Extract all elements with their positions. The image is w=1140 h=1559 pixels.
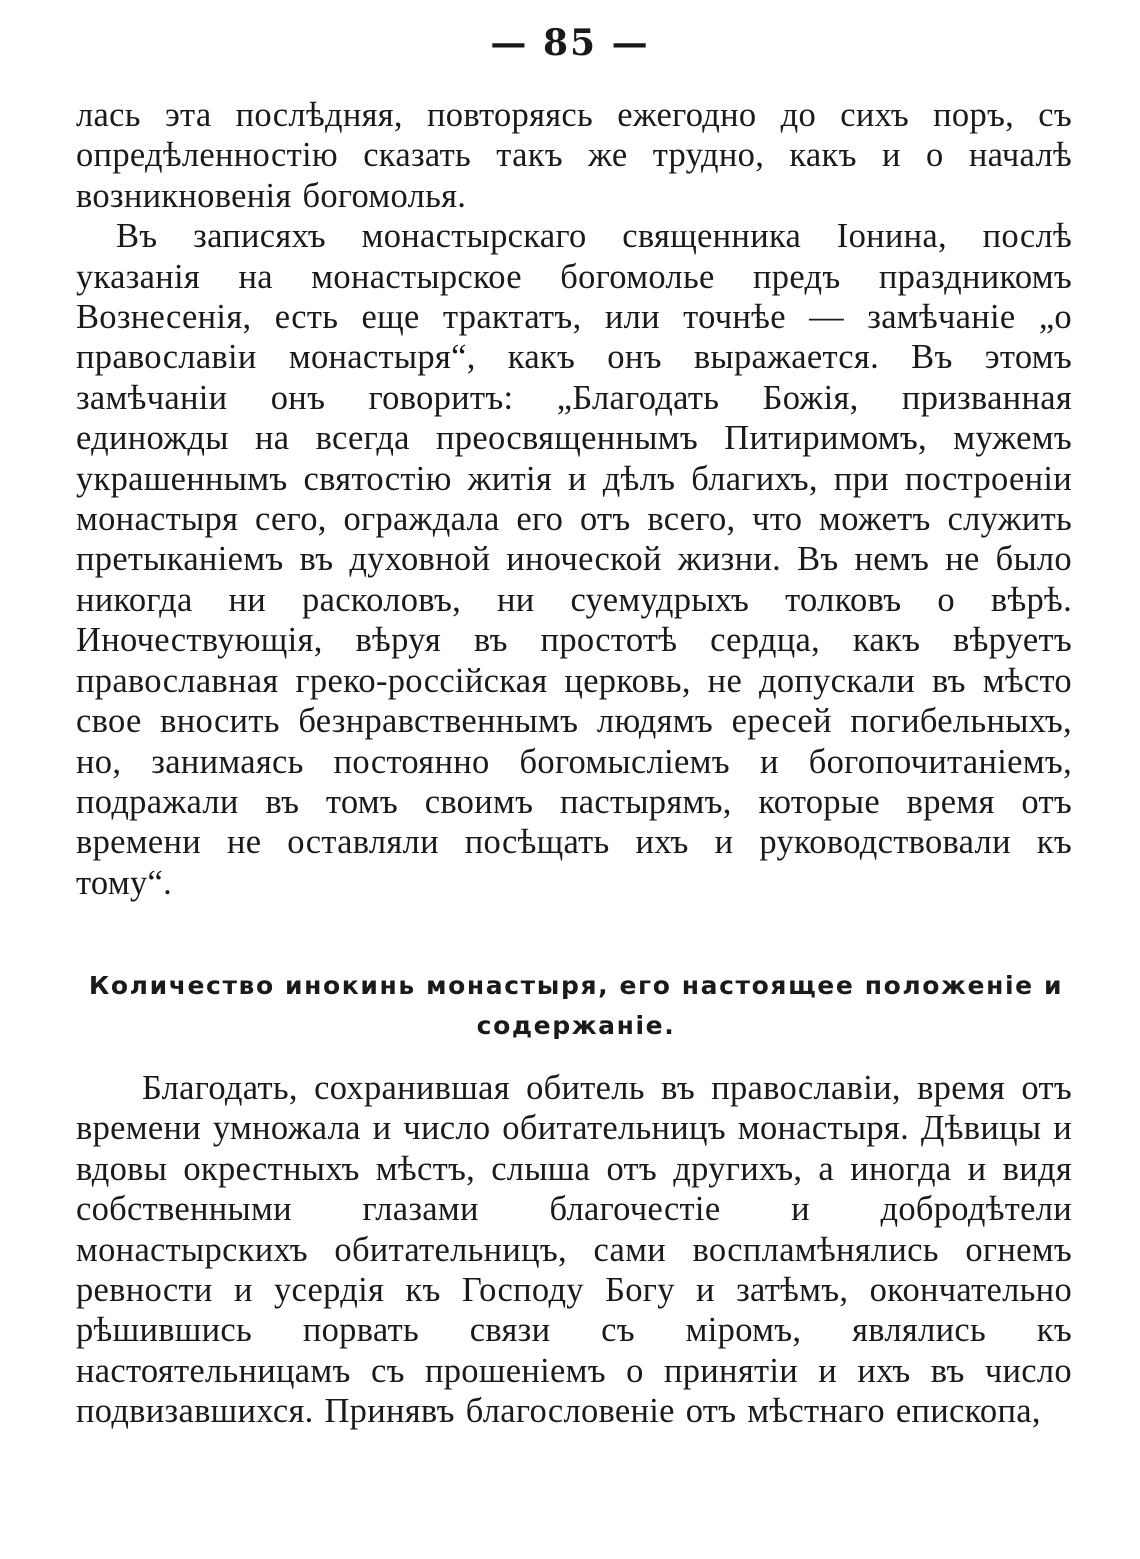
text-block-bottom: [76, 1068, 1072, 1432]
page-number: — 85 —: [490, 22, 650, 64]
paragraph-ionin-record: Въ записяхъ монастырскаго священника Іонина, послѣ указанія на монастырское богомолье предъ праздникомъ Вознесенія, есть еще трактатъ, или точнѣе — замѣчаніе „о православіи монастыря“, какъ онъ выражается. Въ этомъ замѣчаніи онъ говоритъ: „Благодать Божія, призванная единожды на всегда преосвященнымъ Питиримомъ, мужемъ украшеннымъ святостію житія и дѣлъ благихъ, при построеніи монастыря сего, ограждала его отъ всего, что можетъ служить претыканіемъ въ духовной иноческой жизни. Въ немъ не было никогда ни расколовъ, ни суемудрыхъ толковъ о вѣрѣ. Иночествующія, вѣруя въ простотѣ сердца, какъ вѣруетъ православная греко-россійская церковь, не допускали въ мѣсто свое вносить безнравственнымъ людямъ ересей погибельныхъ, но, занимаясь постоянно богомысліемъ и богопочитаніемъ, подражали въ томъ своимъ пастырямъ, которые время отъ времени не оставляли посѣщать ихъ и руководствовали къ тому“.: [76, 217, 1072, 902]
paragraph-continuation: лась эта послѣдняя, повторяясь ежегодно до сихъ поръ, съ опредѣленностію сказать такъ же трудно, какъ и о началѣ возникновенія богомолья.: [76, 96, 1072, 215]
paragraph-grace: Благодать, сохранившая обитель въ православіи, время отъ времени умножала и число обитательницъ монастыря. Дѣвицы и вдовы окрестныхъ мѣстъ, слыша отъ другихъ, а иногда и видя собственными глазами благочестіе и добродѣтели монастырскихъ обитательницъ, сами воспламѣнялись огнемъ ревности и усердія къ Господу Богу и затѣмъ, окончательно рѣшившись порвать связи съ міромъ, являлись къ настоятельницамъ съ прошеніемъ о принятіи и ихъ въ число подвизавшихся. Принявъ благословеніе отъ мѣстнаго епископа,: [76, 1069, 1072, 1431]
section-heading: Количество инокинь монастыря, его настоящее положеніе и содержаніе.: [88, 971, 1064, 1040]
text-block-top: [76, 95, 1072, 903]
